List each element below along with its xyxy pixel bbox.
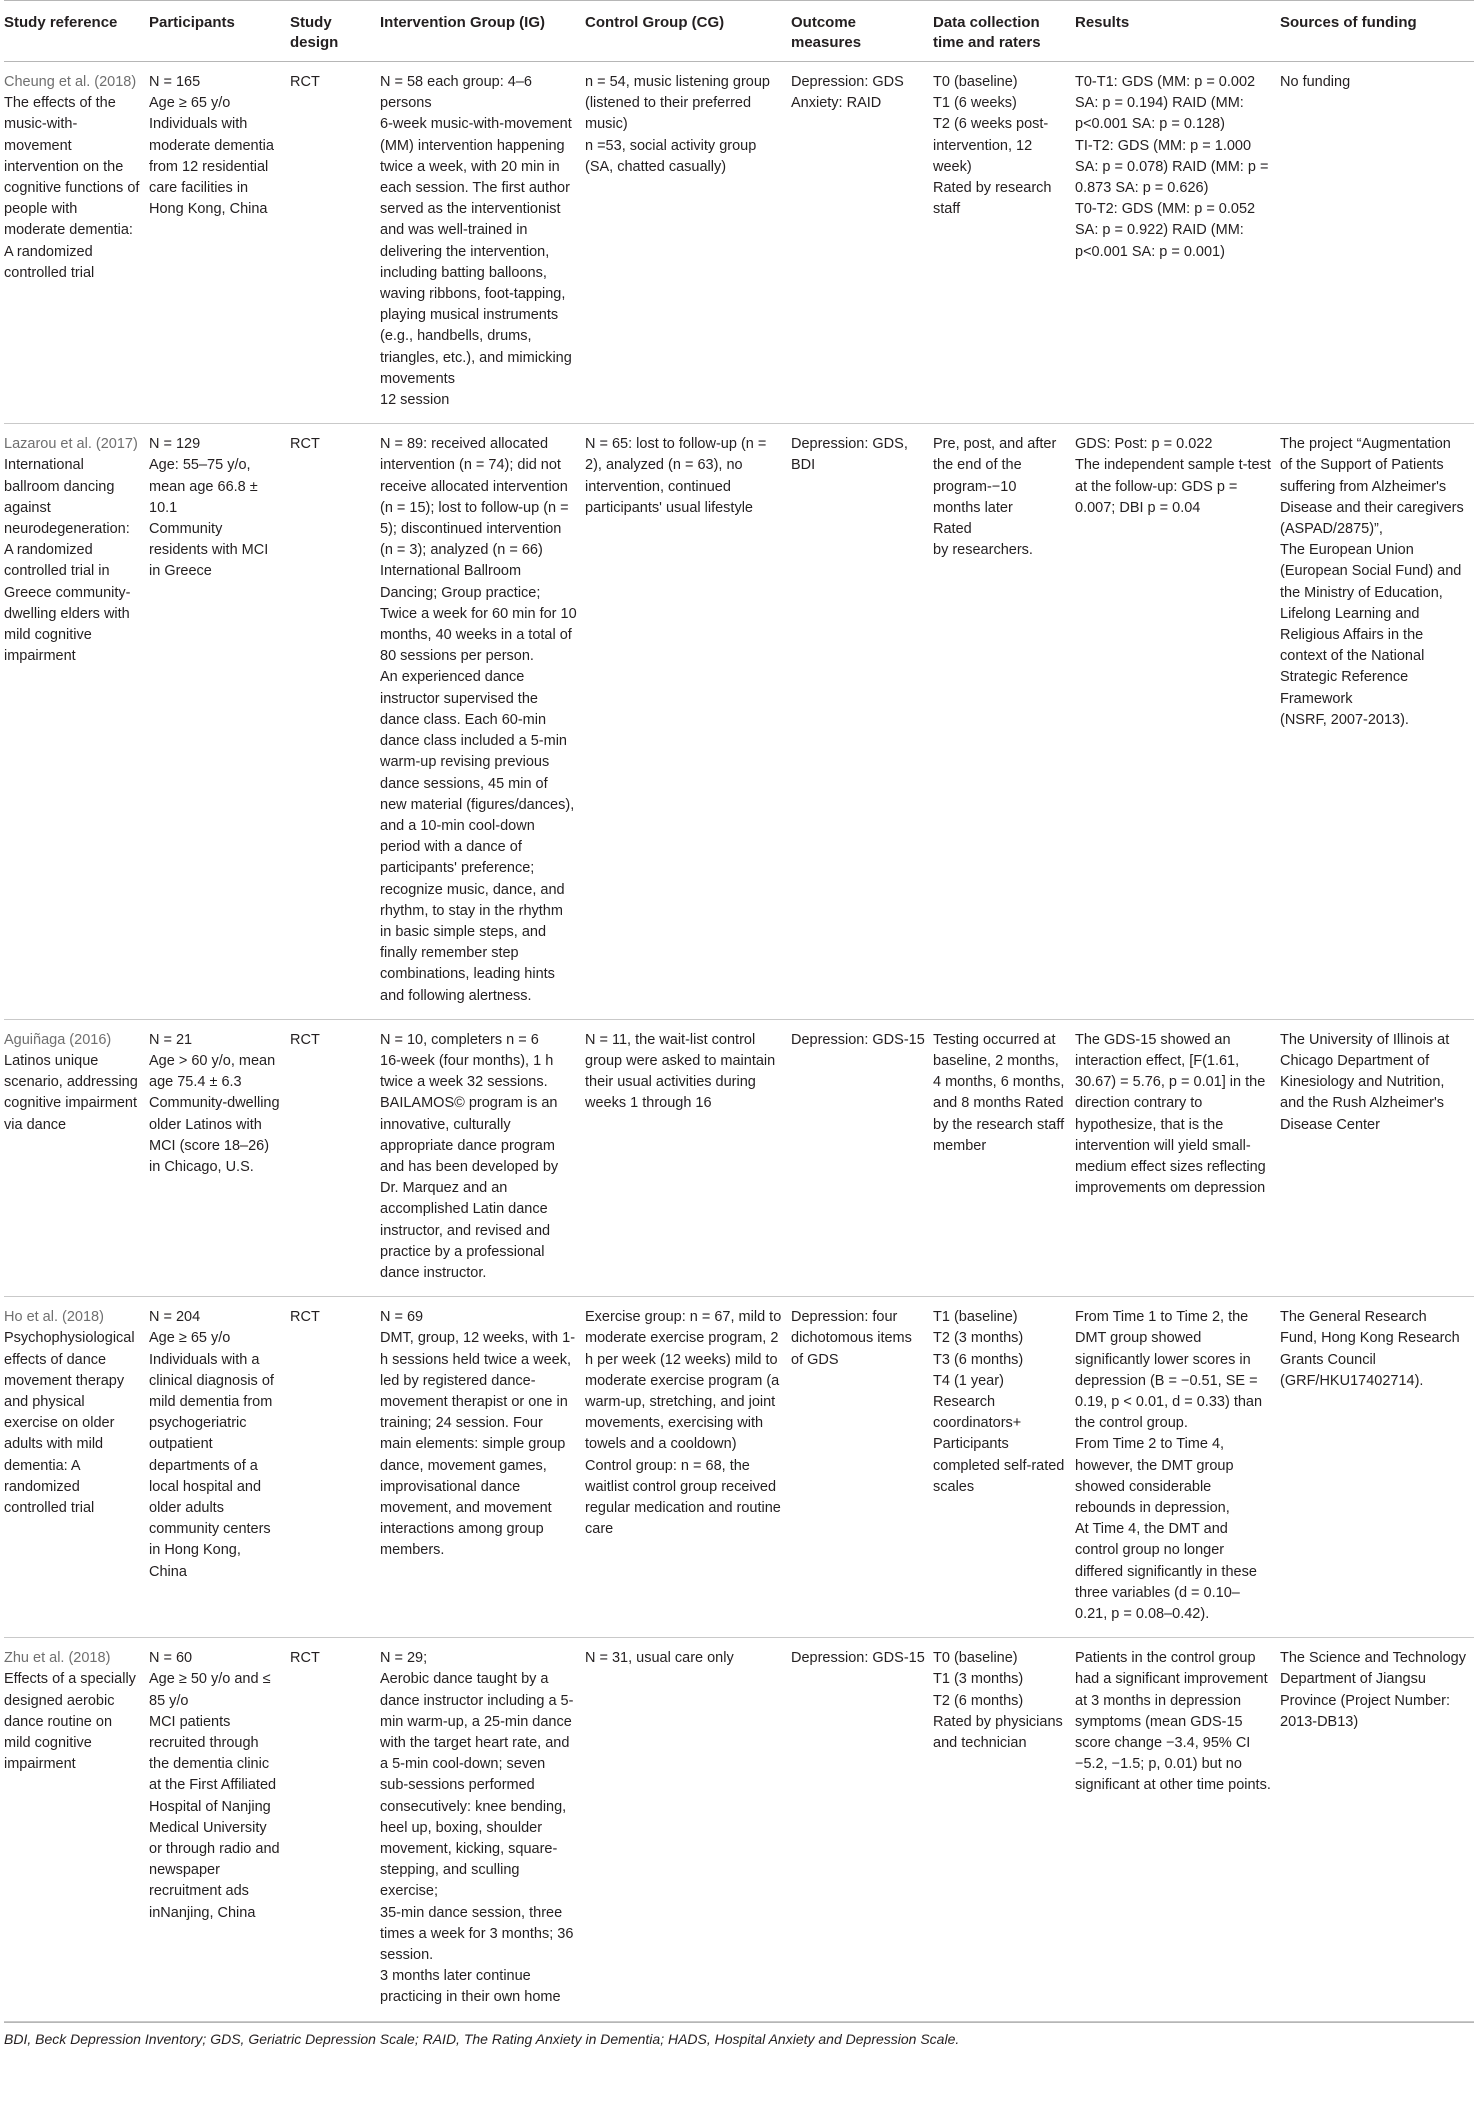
design-text: RCT [290,1309,320,1326]
data-line: T1 (baseline) [933,1309,1018,1326]
data-line: Testing occurred at baseline, 2 months, 4 months, 6 months, and 8 months Rated by the research staff member [933,1031,1065,1154]
funding-cell [1280,1019,1474,1296]
ig-cell [380,1297,585,1638]
study-reference-cell [4,1019,149,1296]
results-line: TI-T2: GDS (MM: p = 1.000 SA: p = 0.078) RAID (MM: p = 0.873 SA: p = 0.626) [1075,137,1269,197]
design-cell [290,1297,380,1638]
outcome-line: Depression: GDS-15 [791,1031,925,1048]
ig-line: International Ballroom Dancing; Group practice; Twice a week for 60 min for 10 months, 40 weeks in a total of 80 sessions per person. [380,563,577,665]
results-cell [1075,1297,1280,1638]
cg-line: N = 65: lost to follow-up (n = 2), analyzed (n = 63), no intervention, continued participants' usual lifestyle [585,436,767,516]
study-title: Psychophysiological effects of dance movement therapy and physical exercise on older adults with mild dementia: A randomized controlled trial [4,1330,135,1516]
cg-line: N = 11, the wait-list control group were asked to maintain their usual activities during weeks 1 through 16 [585,1031,776,1112]
data-cell [933,1297,1075,1638]
cg-line: Exercise group: n = 67, mild to moderate exercise program, 2 h per week (12 weeks) mild to moderate exercise program (a warm-up, stretching, and joint movements, exercising with towels and a cooldown) [585,1309,782,1453]
results-line: The independent sample t-test at the follow-up: GDS p = 0.007; DBI p = 0.04 [1075,457,1271,516]
results-line: GDS: Post: p = 0.022 [1075,436,1213,453]
funding-cell [1280,62,1474,424]
study-author: Lazarou et al. (2017) [4,436,138,453]
design-cell [290,1019,380,1296]
header-study-reference: Study reference [4,1,149,62]
participants-line: Individuals with moderate dementia from 12 residential care facilities in Hong Kong, China [149,116,274,218]
data-line: T2 (3 months) [933,1330,1024,1347]
table-row [4,1638,1474,2021]
results-line: From Time 2 to Time 4, however, the DMT group showed considerable rebounds in depression, [1075,1436,1234,1516]
header-control-group: Control Group (CG) [585,1,791,62]
design-text: RCT [290,74,320,90]
data-line: T4 (1 year) [933,1372,1004,1389]
participants-cell [149,424,290,1019]
ig-line: N = 10, completers n = 6 [380,1031,539,1048]
outcome-cell [791,1297,933,1638]
participants-line: MCI patients recruited through the dementia clinic at the First Affiliated Hospital of Nanjing Medical University or through radio and newspaper recruitment ads inNanjing, China [149,1713,280,1921]
header-outcome-measures: Outcome measures [791,1,933,62]
data-line: Rated by physicians [933,1713,1063,1730]
participants-cell [149,1297,290,1638]
table-row [4,1019,1474,1296]
outcome-cell [791,424,933,1019]
results-line: At Time 4, the DMT and control group no longer differed significantly in these three variables (d = 0.10–0.21, p = 0.08–0.42). [1075,1521,1257,1623]
table-row [4,62,1474,424]
participants-line: Age ≥ 65 y/o [149,95,231,112]
outcome-cell [791,62,933,424]
study-author: Zhu et al. (2018) [4,1650,111,1667]
participants-cell [149,1019,290,1296]
study-reference-cell [4,62,149,424]
data-cell [933,62,1075,424]
ig-line: N = 58 each group: 4–6 persons [380,74,532,112]
results-cell [1075,1638,1280,2021]
results-line: T0-T2: GDS (MM: p = 0.052 SA: p = 0.922) RAID (MM: p<0.001 SA: p = 0.001) [1075,201,1256,260]
outcome-cell [791,1638,933,2021]
results-cell [1075,62,1280,424]
data-line: T2 (6 weeks post-intervention, 12 week) [933,116,1049,175]
design-cell [290,1638,380,2021]
ig-line: DMT, group, 12 weeks, with 1-h sessions held twice a week, led by registered dance-movement therapist or one in training; 24 session. Four main elements: simple group dance, movement games, improvisational dance movement, and movement interactions among group members. [380,1330,576,1559]
participants-line: N = 204 [149,1309,201,1326]
ig-line: 16-week (four months), 1 h twice a week 32 sessions. BAILAMOS© program is an innovative, culturally appropriate dance program and has been developed by Dr. Marquez and an accomplished Latin dance instructor, and revised and practice by a professional dance instructor. [380,1052,559,1281]
data-line: Research coordinators+ Participants completed self-rated scales [933,1393,1065,1495]
outcome-line: Depression: GDS [791,74,904,90]
ig-cell [380,1019,585,1296]
results-cell [1075,1019,1280,1296]
outcome-cell [791,1019,933,1296]
participants-line: N = 60 [149,1650,193,1667]
data-line: T0 (baseline) [933,74,1018,90]
cg-cell [585,62,791,424]
data-line: T1 (3 months) [933,1671,1024,1688]
ig-line: 3 months later continue practicing in their own home [380,1968,561,2006]
data-line: T1 (6 weeks) [933,95,1017,112]
header-data-collection: Data collection time and raters [933,1,1075,62]
ig-line: An experienced dance instructor supervised the dance class. Each 60-min dance class included a 5-min warm-up revising previous dance sessions, 45 min of new material (figures/dances), and a 10-min cool-down period with a dance of participants' preference; recognize music, dance, and rhythm, to stay in the rhythm in basic simple steps, and finally remember step combinations, leading hints and following alertness. [380,669,575,1004]
data-line: by researchers. [933,542,1033,559]
design-text: RCT [290,1031,320,1048]
ig-cell [380,1638,585,2021]
header-study-design: Study design [290,1,380,62]
data-cell [933,424,1075,1019]
participants-line: Individuals with a clinical diagnosis of mild dementia from psychogeriatric outpatient departments of a local hospital and older adults community centers in Hong Kong, China [149,1351,274,1580]
results-line: Patients in the control group had a significant improvement at 3 months in depression symptoms (mean GDS-15 score change −3.4, 95% CI −5.2, −1.5; p, 0.01) but no significant at other time points. [1075,1650,1271,1794]
design-cell [290,62,380,424]
participants-line: N = 165 [149,74,201,90]
cg-line: N = 31, usual care only [585,1650,734,1667]
outcome-line: Anxiety: RAID [791,95,882,112]
data-line: Pre, post, and after the end of the program-−10 months later [933,436,1057,516]
participants-line: Age ≥ 65 y/o [149,1330,231,1347]
participants-line: Community-dwelling older Latinos with MCI (score 18–26) in Chicago, U.S. [149,1095,280,1175]
study-table [4,0,1474,2022]
ig-line: N = 29; [380,1650,428,1667]
results-line: From Time 1 to Time 2, the DMT group showed significantly lower scores in depression (B = −0.51, SE = 0.19, p < 0.01, d = 0.33) than the control group. [1075,1309,1263,1432]
results-line: The GDS-15 showed an interaction effect, [F(1.61, 30.67) = 5.76, p = 0.01] in the direction contrary to hypothesize, that is the intervention will yield small-medium effect sizes reflecting improvements om depression [1075,1031,1266,1197]
outcome-line: Depression: GDS, BDI [791,436,908,474]
cg-cell [585,1019,791,1296]
participants-line: N = 21 [149,1031,193,1048]
data-line: Rated [933,521,972,538]
data-line: T3 (6 months) [933,1351,1024,1368]
ig-line: 12 session [380,392,450,409]
funding-line: The Science and Technology Department of Jiangsu Province (Project Number: 2013-DB13) [1280,1650,1466,1730]
study-title: The effects of the music-with-movement intervention on the cognitive functions of people with moderate dementia: A randomized controlled trial [4,95,140,281]
funding-line: The General Research Fund, Hong Kong Research Grants Council (GRF/HKU17402714). [1280,1309,1460,1389]
funding-cell [1280,424,1474,1019]
funding-cell [1280,1638,1474,2021]
participants-line: Age ≥ 50 y/o and ≤ 85 y/o [149,1671,271,1709]
ig-line: N = 69 [380,1309,424,1326]
participants-line: Age > 60 y/o, mean age 75.4 ± 6.3 [149,1052,276,1091]
table-row [4,424,1474,1019]
ig-line: 6-week music-with-movement (MM) intervention happening twice a week, with 20 min in each session. The first author served as the interventionist and was well-trained in delivering the intervention, including batting balloons, waving ribbons, foot-tapping, playing musical instruments (e.g., handbells, drums, triangles, etc.), and mimicking movements [380,116,572,387]
data-line: T0 (baseline) [933,1650,1018,1667]
participants-line: N = 129 [149,436,201,453]
participants-line: Age: 55–75 y/o, mean age 66.8 ± 10.1 [149,457,258,516]
table-footnote: BDI, Beck Depression Inventory; GDS, Geriatric Depression Scale; RAID, The Rating Anxiety in Dementia; HADS, Hospital Anxiety and Depression Scale. [4,2022,1474,2049]
data-line: T2 (6 months) [933,1692,1024,1709]
design-text: RCT [290,1650,320,1667]
participants-cell [149,62,290,424]
cg-line: n =53, social activity group (SA, chatted casually) [585,137,757,175]
participants-cell [149,1638,290,2021]
results-cell [1075,424,1280,1019]
study-title: Latinos unique scenario, addressing cognitive impairment via dance [4,1052,138,1133]
outcome-line: Depression: four dichotomous items of GDS [791,1309,912,1368]
ig-cell [380,424,585,1019]
table-body [4,62,1474,2022]
study-author: Aguiñaga (2016) [4,1031,112,1048]
table-row [4,1297,1474,1638]
funding-line: (NSRF, 2007-2013). [1280,711,1409,728]
cg-cell [585,424,791,1019]
study-author: Ho et al. (2018) [4,1309,104,1326]
ig-cell [380,62,585,424]
funding-line: The European Union (European Social Fund) and the Ministry of Education, Lifelong Learning and Religious Affairs in the context of the National Strategic Reference Framework [1280,542,1462,707]
design-text: RCT [290,436,320,453]
study-reference-cell [4,1297,149,1638]
cg-line: Control group: n = 68, the waitlist control group received regular medication and routine care [585,1457,781,1538]
header-participants: Participants [149,1,290,62]
ig-line: Aerobic dance taught by a dance instructor including a 5-min warm-up, a 25-min dance with the target heart rate, and a 5-min cool-down; seven sub-sessions performed consecutively: knee bending, heel up, boxing, shoulder movement, kicking, square-stepping, and sculling exercise; [380,1671,574,1900]
ig-line: N = 89: received allocated intervention (n = 74); did not receive allocated intervention (n = 15); lost to follow-up (n = 5); discontinued intervention (n = 3); analyzed (n = 66) [380,436,569,559]
header-intervention-group: Intervention Group (IG) [380,1,585,62]
data-line: Rated by research staff [933,180,1052,218]
data-line: and technician [933,1735,1027,1752]
funding-cell [1280,1297,1474,1638]
outcome-line: Depression: GDS-15 [791,1650,925,1667]
cg-cell [585,1638,791,2021]
header-results: Results [1075,1,1280,62]
study-author: Cheung et al. (2018) [4,74,137,90]
study-reference-cell [4,424,149,1019]
participants-line: Community residents with MCI in Greece [149,521,269,580]
cg-line: n = 54, music listening group (listened to their preferred music) [585,74,770,133]
funding-line: No funding [1280,74,1351,90]
study-title: Effects of a specially designed aerobic dance routine on mild cognitive impairment [4,1671,136,1773]
results-line: T0-T1: GDS (MM: p = 0.002 SA: p = 0.194) RAID (MM: p<0.001 SA: p = 0.128) [1075,74,1256,133]
cg-cell [585,1297,791,1638]
funding-line: The University of Illinois at Chicago Department of Kinesiology and Nutrition, and the Rush Alzheimer's Disease Center [1280,1031,1450,1133]
funding-line: The project “Augmentation of the Support of Patients suffering from Alzheimer's Disease and their caregivers (ASPAD/2875)”, [1280,436,1464,538]
header-funding: Sources of funding [1280,1,1474,62]
study-reference-cell [4,1638,149,2021]
table-header [4,1,1474,62]
data-cell [933,1019,1075,1296]
design-cell [290,424,380,1019]
ig-line: 35-min dance session, three times a week for 3 months; 36 session. [380,1904,574,1964]
study-title: International ballroom dancing against neurodegeneration: A randomized controlled trial in Greece community-dwelling elders with mild cognitive impairment [4,457,131,665]
data-cell [933,1638,1075,2021]
